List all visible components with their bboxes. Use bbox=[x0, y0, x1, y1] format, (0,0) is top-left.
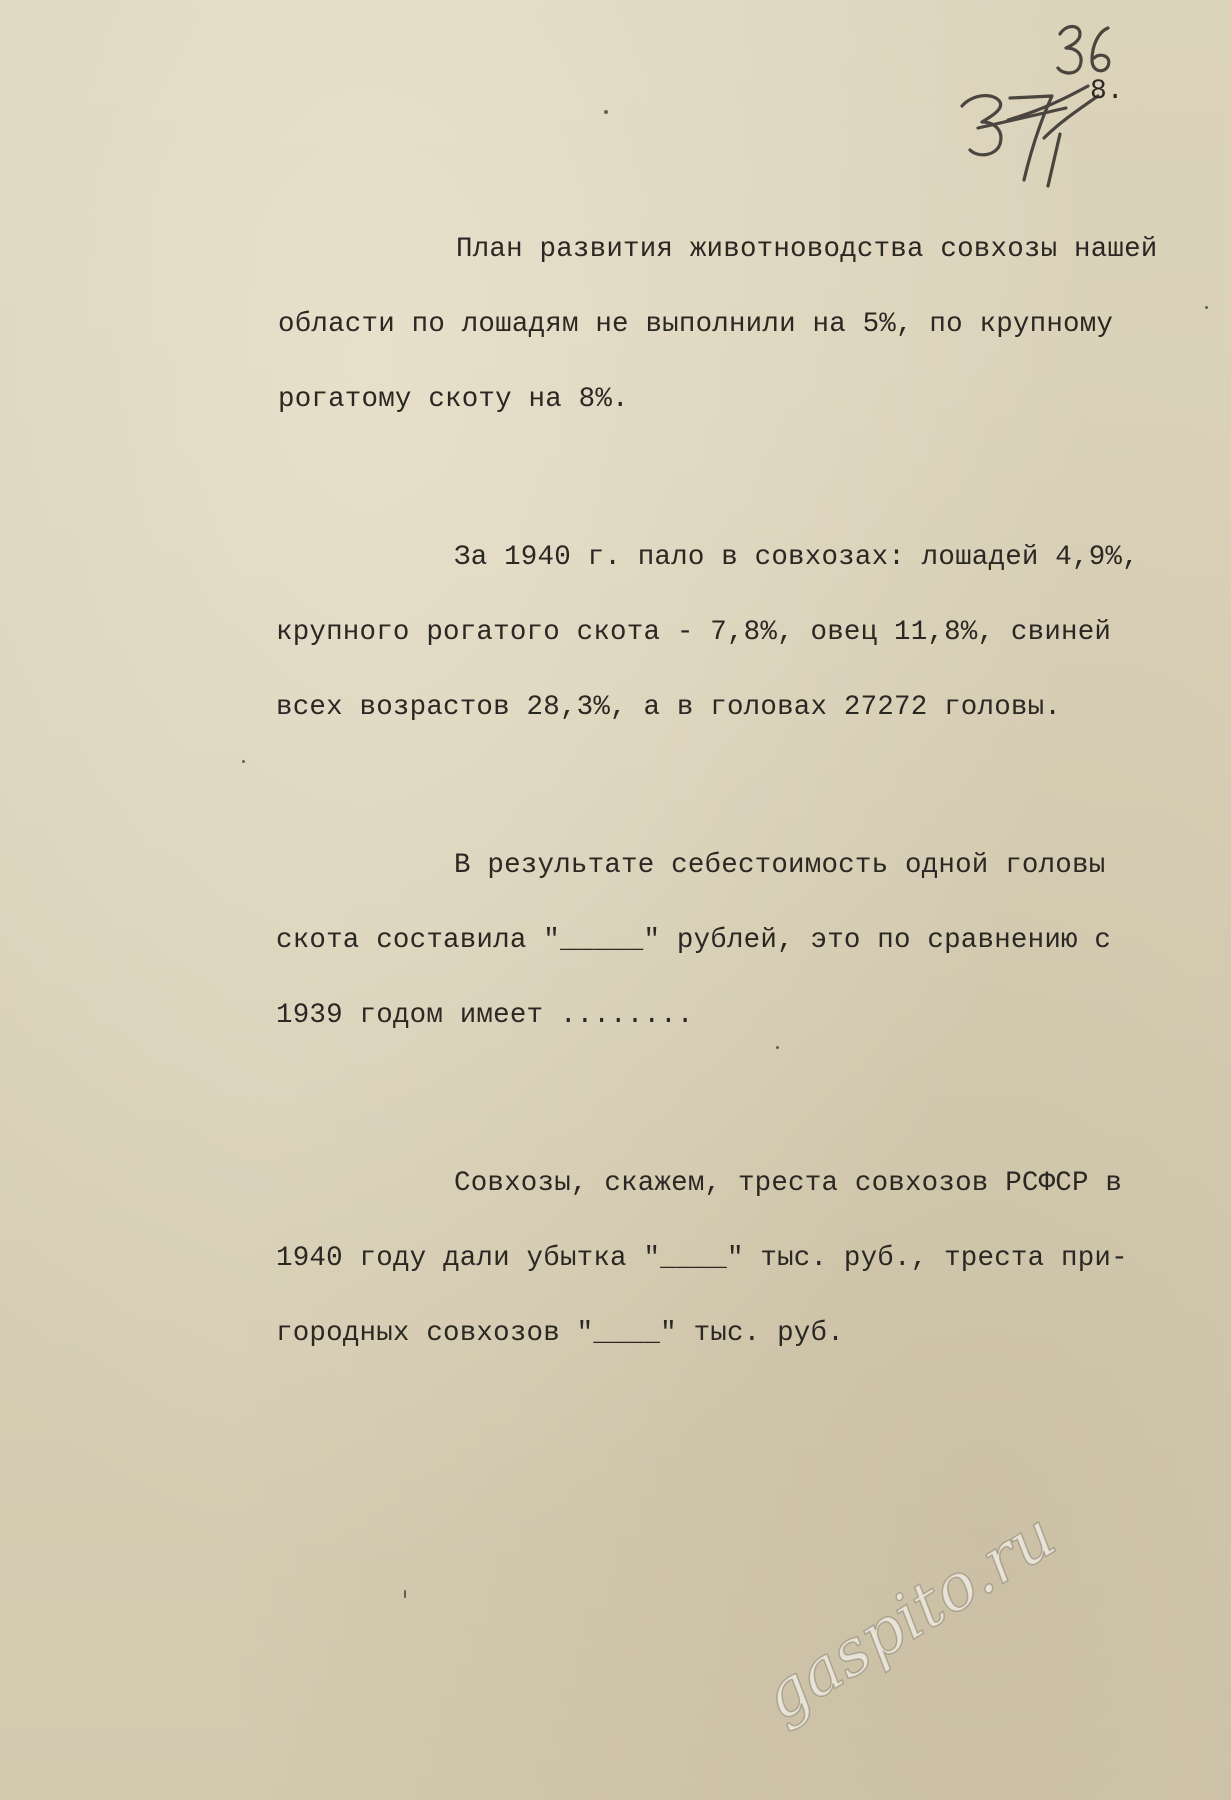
text-line: 1939 годом имеет ........ bbox=[276, 1000, 694, 1031]
text-line: городных совхозов "____" тыс. руб. bbox=[276, 1318, 844, 1349]
text-line: Совхозы, скажем, треста совхозов РСФСР в bbox=[454, 1168, 1123, 1199]
text-line: рогатому скоту на 8%. bbox=[278, 384, 629, 415]
paragraph-sovkhoz-losses bbox=[276, 1146, 1176, 1371]
text-line: скота составила "_____" рублей, это по сравнению с bbox=[276, 925, 1112, 956]
page-number: 8. bbox=[1090, 76, 1124, 107]
text-line: План развития животноводства совхозы нашей bbox=[456, 234, 1158, 265]
text-line: области по лошадям не выполнили на 5%, по крупному bbox=[278, 309, 1114, 340]
paragraph-livestock-plan bbox=[278, 212, 1178, 437]
paper-speck bbox=[404, 1590, 406, 1598]
paper-speck bbox=[776, 1046, 779, 1049]
text-line: За 1940 г. пало в совхозах: лошадей 4,9%, bbox=[454, 542, 1139, 573]
paragraph-cost-per-head bbox=[276, 828, 1176, 1053]
paper-speck bbox=[242, 760, 245, 763]
text-line: 1940 году дали убытка "____" тыс. руб., треста при- bbox=[276, 1243, 1128, 1274]
text-line: В результате себестоимость одной головы bbox=[454, 850, 1106, 881]
text-line: всех возрастов 28,3%, а в головах 27272 головы. bbox=[276, 692, 1062, 723]
site-watermark: gaspito.ru bbox=[750, 1498, 1069, 1736]
paper-speck bbox=[604, 110, 608, 114]
paragraph-livestock-losses bbox=[276, 520, 1176, 745]
paper-speck bbox=[1205, 306, 1208, 309]
text-line: крупного рогатого скота - 7,8%, овец 11,8%, свиней bbox=[276, 617, 1112, 648]
